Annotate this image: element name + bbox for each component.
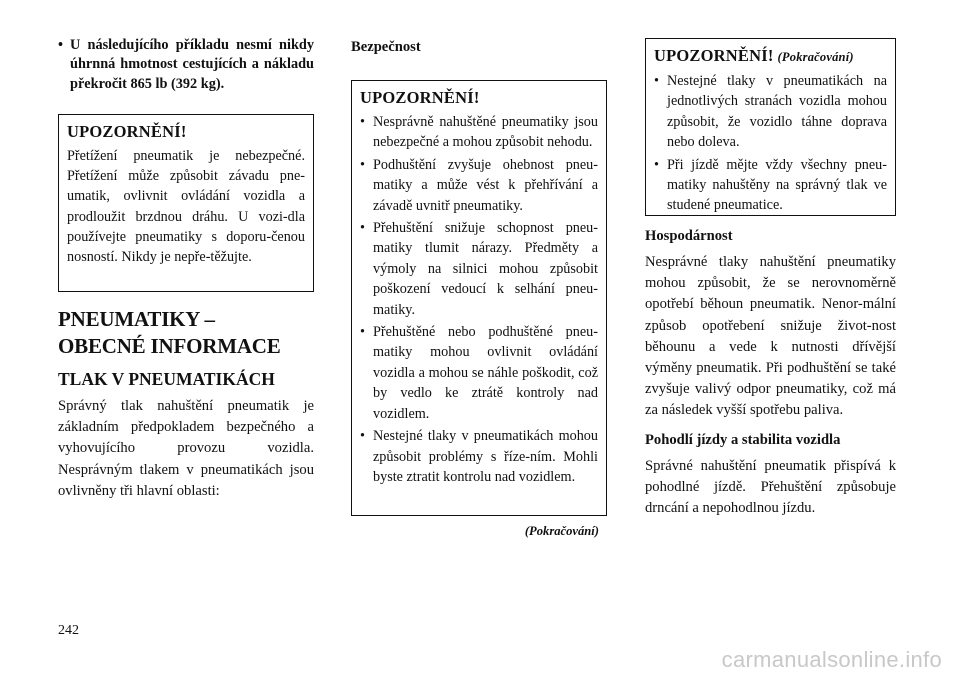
economy-text: Nesprávné tlaky nahuštění pneumatiky mohou způsobit, že se nerovnoměrně opotřebí běhoun pneumatik. Nenor-mální způsob opotřebení snižuje život-nost běhounu a vede k nutnosti dřívější výměny pneumatik. Při podhuštění se také zvyšuje valivý odpor pneumatiky, což má za následek vyšší spotřebu paliva.: [645, 254, 896, 419]
payload-note: [58, 36, 314, 94]
list-item: • Přehuštěné nebo podhuštěné pneu-matiky mohou ovlivnit ovládání vozidla a mohou se náhle poškodit, což by vedlo ke ztrátě kontroly nad vozidlem.: [360, 322, 598, 424]
watermark: carmanualsonline.info: [721, 647, 942, 672]
continued-note: (Pokračování): [524, 524, 599, 538]
warning-box-safety: [351, 80, 607, 516]
list-item: • Při jízdě mějte vždy všechny pneu-matiky nahuštěny na správný tlak ve studené pneumatice.: [654, 155, 887, 216]
subsection-heading: TLAK V PNEUMATIKÁCH: [58, 369, 275, 389]
warning-title-text: UPOZORNĚNÍ!: [654, 46, 774, 65]
warning-box-overload: [58, 114, 314, 292]
tire-pressure-intro: Správný tlak nahuštění pneumatik je základním předpokladem bezpečného a vyhovujícího provozu vozidla. Nesprávným tlakem v pneumatikách jsou ovlivněny tři hlavní oblasti:: [58, 398, 314, 499]
warning-list: [360, 112, 598, 487]
list-item: • Nestejné tlaky v pneumatikách mohou způsobit problémy s říze-ním. Mohli byste ztratit kontrolu nad vozidlem.: [360, 426, 598, 487]
economy-heading: Hospodárnost: [645, 228, 733, 244]
comfort-heading: Pohodlí jízdy a stabilita vozidla: [645, 431, 841, 448]
safety-heading: Bezpečnost: [351, 39, 421, 55]
list-item: • Podhuštění zvyšuje ohebnost pneu-matiky a může vést k přehřívání a závadě uvnitř pneumatiky.: [360, 155, 598, 216]
list-item: • Přehuštění snižuje schopnost pneu-matiky tlumit nárazy. Předměty a výmoly na silnici mohou způsobit poškození vedoucí k selhání pneu-matiky.: [360, 218, 598, 320]
economy-section: [645, 226, 896, 519]
warning-box-continued: [645, 38, 896, 216]
page-number: 242: [58, 623, 79, 638]
warning-text: Přetížení pneumatik je nebezpečné. Přetížení může způsobit závadu pne-umatik, ovlivnit ovládání vozidla a prodloužit brzdnou dráhu. U vozi-dla používejte pneumatiky s doporu-čenou nosností. Nikdy je nepře-těžujte.: [67, 148, 305, 266]
section-heading-line1: PNEUMATIKY –: [58, 307, 215, 331]
warning-list: [654, 71, 887, 216]
bullet-icon: •: [58, 37, 64, 53]
warning-continued: (Pokračování): [777, 50, 854, 64]
list-item: • Nestejné tlaky v pneumatikách na jednotlivých stranách vozidla mohou způsobit, že vozidlo táhne doprava nebo doleva.: [654, 71, 887, 153]
comfort-text: Správné nahuštění pneumatik přispívá k pohodlné jízdě. Přehuštění způsobuje drncání a nepohodlnou jízdu.: [645, 457, 896, 517]
payload-note-text: U následujícího příkladu nesmí nikdy úhrnná hmotnost cestujících a nákladu překročit 865 lb (392 kg).: [70, 37, 314, 92]
warning-title: UPOZORNĚNÍ!: [67, 122, 187, 141]
warning-title: UPOZORNĚNÍ!: [360, 88, 480, 107]
section-heading-line2: OBECNÉ INFORMACE: [58, 334, 281, 358]
warning-title: [654, 45, 887, 68]
list-item: • Nesprávně nahuštěné pneumatiky jsou nebezpečné a mohou způsobit nehodu.: [360, 112, 598, 153]
